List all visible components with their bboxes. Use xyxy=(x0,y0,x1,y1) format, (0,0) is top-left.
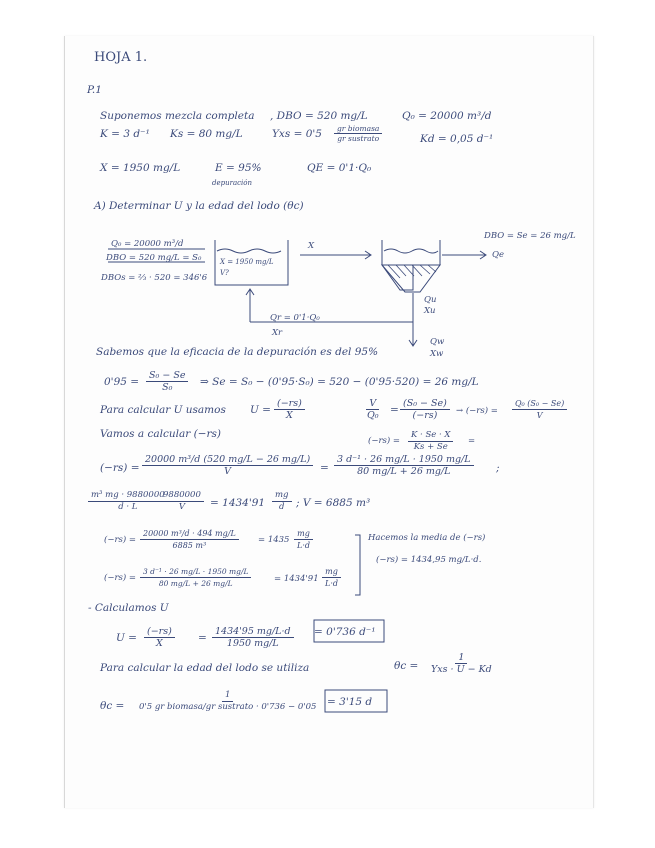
rs-check2-den: 80 mg/L + 26 mg/L xyxy=(158,579,233,588)
diagram-recycle-x: Xr xyxy=(272,328,283,338)
data-line-2d: Kd = 0,05 d⁻¹ xyxy=(420,133,494,145)
v-unit-num: mg xyxy=(272,490,292,502)
u-method-text: Para calcular U usamos xyxy=(100,404,226,416)
rs-arrow: → (−rs) = xyxy=(456,406,498,416)
u-def-fraction xyxy=(274,398,305,421)
rs-check1-pre: (−rs) = xyxy=(104,535,137,545)
u-def-den: X xyxy=(286,410,293,421)
theta-calc-pre: θc = xyxy=(100,700,125,712)
eff-eq-num: S₀ − Se xyxy=(146,370,188,382)
u-calc-eq: = xyxy=(198,632,207,644)
rs-monod-pre: (−rs) = xyxy=(368,436,401,446)
diagram-underflow-q: Qu xyxy=(424,295,437,305)
rs-eq-num: 20000 m³/d (520 mg/L − 26 mg/L) xyxy=(142,454,313,466)
theta-formula-pre: θc = xyxy=(394,660,419,672)
diagram-effluent-q: Qe xyxy=(492,250,504,260)
diagram-waste-q: Qw xyxy=(430,337,445,347)
theta-intro: Para calcular la edad del lodo se utiliza xyxy=(100,662,310,674)
theta-result-boxed: = 3'15 d xyxy=(327,696,373,708)
efficiency-statement: Sabemos que la eficacia de la depuración es del 95% xyxy=(96,346,379,358)
rs-eq-eq: = xyxy=(320,462,329,474)
theta-formula-fraction xyxy=(428,652,495,675)
diagram-inflow-q: Q₀ = 20000 m³/d xyxy=(111,239,184,249)
rs-check2-unit-den: L·d xyxy=(325,579,338,588)
vq-eq: = xyxy=(390,404,399,416)
rs-check2-num: 3 d⁻¹ · 26 mg/L · 1950 mg/L xyxy=(140,566,251,578)
theta-calc-fraction xyxy=(136,690,319,713)
u-calc-pre: U = xyxy=(116,632,137,644)
rs-check1-res: = 1435 xyxy=(258,535,290,545)
data-line-1c: Q₀ = 20000 m³/d xyxy=(402,110,492,122)
u-calc-num: (−rs) xyxy=(144,626,175,638)
v-unit-den: d xyxy=(279,502,285,512)
vq-fraction-2 xyxy=(400,398,450,421)
yield-units-num: gr biomasa xyxy=(334,124,382,134)
v-val-num: 9880000 xyxy=(160,490,204,502)
v-unit-fraction xyxy=(272,490,292,513)
v-units-fraction xyxy=(88,490,168,513)
rs-monod-num: K · Se · X xyxy=(408,430,453,442)
u-def-num: (−rs) xyxy=(274,398,305,410)
rs-check2-unit-num: mg xyxy=(322,566,341,578)
u-result-boxed: = 0'736 d⁻¹ xyxy=(314,626,376,638)
v-val-den: V xyxy=(178,502,185,512)
data-line-2c: Yxs = 0'5 xyxy=(272,128,322,140)
rs-monod-den: Ks + Se xyxy=(413,442,448,452)
calc-u-heading: - Calculamos U xyxy=(88,602,169,614)
u-calc-num-2: 1434'95 mg/L·d xyxy=(212,626,294,638)
diagram-waste-x: Xw xyxy=(430,349,444,359)
rs-eq-num-2: 3 d⁻¹ · 26 mg/L · 1950 mg/L xyxy=(334,454,474,466)
rs-check1-unit-num: mg xyxy=(294,528,313,540)
diagram-inflow-dbo: DBO = 520 mg/L = S₀ xyxy=(106,253,202,263)
u-calc-den-2: 1950 mg/L xyxy=(226,638,279,649)
rs-calc-text: Vamos a calcular (−rs) xyxy=(100,428,221,440)
average-result: (−rs) = 1434,95 mg/L·d. xyxy=(376,555,482,565)
data-line-1a: Suponemos mezcla completa xyxy=(100,110,255,122)
rs-check2-res: = 1434'91 xyxy=(274,574,319,584)
data-line-3b-sub: depuración xyxy=(212,179,253,187)
rs-check1-den: 6885 m³ xyxy=(172,541,207,550)
rs-check2-pre: (−rs) = xyxy=(104,573,137,583)
v-units-den: d · L xyxy=(118,502,138,512)
rs-monod-fraction xyxy=(408,430,453,453)
rs-check1-unit-den: L·d xyxy=(297,541,310,550)
vq-num-2: (S₀ − Se) xyxy=(400,398,450,410)
theta-formula-den: Yxs · U − Kd xyxy=(431,664,492,675)
se-result: ⇒ Se = S₀ − (0'95·S₀) = 520 − (0'95·520) = 26 mg/L xyxy=(200,376,479,388)
rs-num: Q₀ (S₀ − Se) xyxy=(512,398,567,410)
diagram-underflow-x: Xu xyxy=(424,306,436,316)
vq-den: Q₀ xyxy=(367,410,379,421)
rs-monod-post: = xyxy=(468,436,476,446)
rs-check1-fraction xyxy=(140,528,239,551)
diagram-reactor-x: X = 1950 mg/L xyxy=(220,258,274,266)
rs-eq-fraction xyxy=(142,454,313,477)
u-def-pre: U = xyxy=(250,404,271,416)
data-line-2b: Ks = 80 mg/L xyxy=(170,128,243,140)
rs-check1-unit xyxy=(294,528,313,551)
diagram-recycle-q: Qr = 0'1·Q₀ xyxy=(270,313,320,323)
eff-eq-pre: 0'95 = xyxy=(104,376,140,388)
rs-fraction xyxy=(512,398,567,421)
eff-eq-fraction xyxy=(146,370,188,393)
problem-label: P.1 xyxy=(87,84,102,96)
rs-eq-fraction-2 xyxy=(334,454,474,477)
rs-check1-num: 20000 m³/d · 494 mg/L xyxy=(140,528,239,540)
diagram-reactor-v: V? xyxy=(220,269,229,277)
vq-fraction xyxy=(364,398,382,421)
page-title: HOJA 1. xyxy=(94,50,148,65)
eff-eq-den: S₀ xyxy=(162,382,173,393)
v-units-num: m³ mg · 9880000 xyxy=(88,490,168,502)
theta-formula-num: 1 xyxy=(455,652,467,664)
yield-units-den: gr sustrato xyxy=(337,134,380,143)
u-calc-fraction xyxy=(144,626,175,649)
average-text: Hacemos la media de (−rs) xyxy=(368,533,486,543)
v-val-fraction xyxy=(160,490,204,513)
data-line-3b: E = 95% xyxy=(215,162,262,174)
data-line-1b: , DBO = 520 mg/L xyxy=(270,110,368,122)
rs-check2-unit xyxy=(322,566,341,589)
v-mid: = 1434'91 xyxy=(210,497,266,509)
section-a-heading: A) Determinar U y la edad del lodo (θc) xyxy=(94,200,304,212)
rs-eq-pre: (−rs) = xyxy=(100,462,140,474)
vq-den-2: (−rs) xyxy=(412,410,438,421)
v-result: ; V = 6885 m³ xyxy=(296,497,371,509)
rs-den: V xyxy=(536,411,543,420)
data-line-3a: X = 1950 mg/L xyxy=(100,162,181,174)
data-line-2a: K = 3 d⁻¹ xyxy=(100,128,150,140)
vq-num: V xyxy=(366,398,379,410)
rs-eq-den: V xyxy=(224,466,232,477)
diagram-arrow-x: X xyxy=(308,241,315,251)
rs-eq-den-2: 80 mg/L + 26 mg/L xyxy=(357,466,451,477)
rs-eq-post: ; xyxy=(496,462,500,474)
theta-calc-den: 0'5 gr biomasa/gr sustrato · 0'736 − 0'05 xyxy=(139,702,317,712)
diagram-inflow-dbos: DBOs = ⅔ · 520 = 346'6 xyxy=(101,273,208,283)
u-calc-fraction-2 xyxy=(212,626,294,649)
diagram-effluent-dbo: DBO = Se = 26 mg/L xyxy=(484,231,576,241)
yield-units xyxy=(334,124,382,143)
data-line-3c: QE = 0'1·Q₀ xyxy=(307,162,372,174)
theta-calc-num: 1 xyxy=(222,690,233,702)
rs-check2-fraction xyxy=(140,566,251,589)
u-calc-den: X xyxy=(156,638,163,649)
